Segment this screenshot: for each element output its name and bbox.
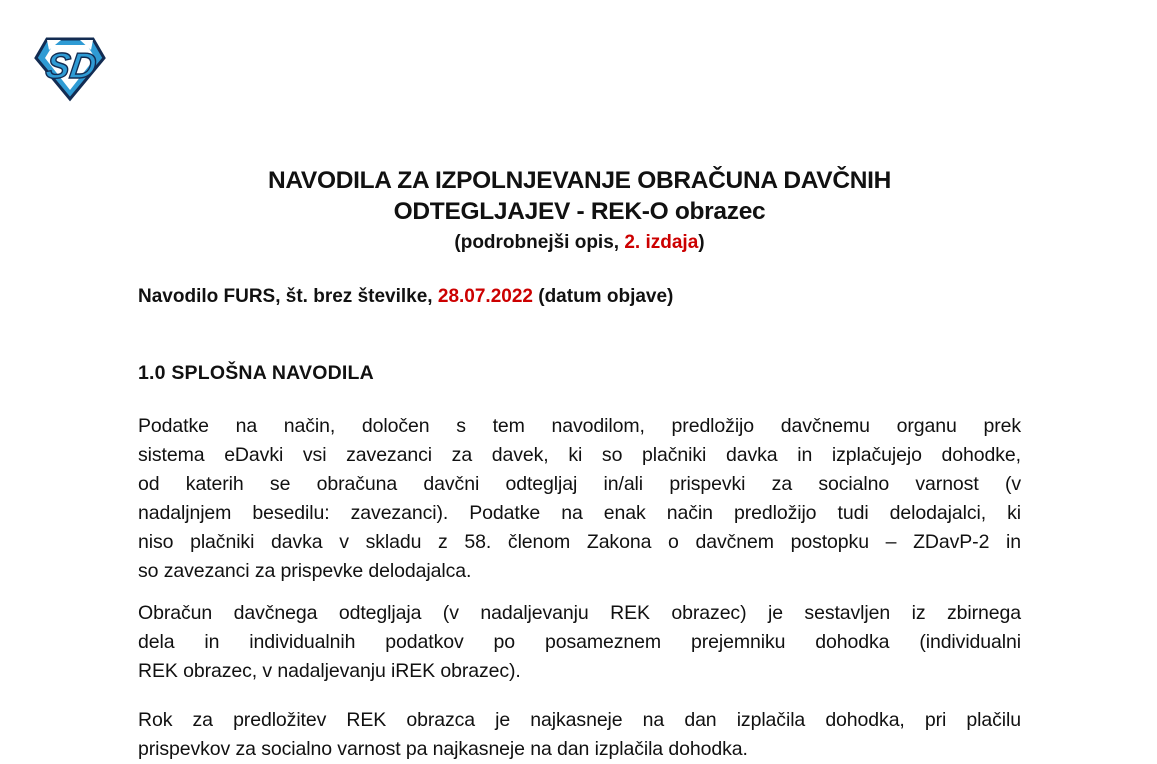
paragraph-line: nadaljnjem besedilu: zavezanci). Podatke na enak način predložijo tudi delodajalci, ki — [138, 502, 1021, 524]
paragraph-line: Obračun davčnega odtegljaja (v nadaljevanju REK obrazec) je sestavljen iz zbirnega — [138, 602, 1021, 624]
section-heading-general-instructions: 1.0 SPLOŠNA NAVODILA — [138, 362, 374, 384]
paragraph-line: dela in individualnih podatkov po posameznem prejemniku dohodka (individualni — [138, 631, 1021, 653]
document-subtitle — [138, 229, 1021, 256]
sd-shield-logo — [34, 37, 106, 101]
subtitle-suffix: ) — [698, 232, 705, 253]
logo-letters: SD — [43, 45, 100, 86]
paragraph-obligated-persons — [138, 412, 1021, 586]
paragraph-rek-form-structure — [138, 599, 1021, 686]
paragraph-line: so zavezanci za prispevke delodajalca. — [138, 560, 472, 582]
publication-date: 28.07.2022 — [437, 286, 533, 307]
paragraph-submission-deadline — [138, 706, 1021, 764]
meta-prefix: Navodilo FURS, št. brez številke, — [138, 286, 438, 307]
document-meta-line — [138, 283, 1021, 310]
paragraph-line: niso plačniki davka v skladu z 58. členom Zakona o davčnem postopku – ZDavP-2 in — [138, 531, 1021, 553]
sd-shield-logo-graphic — [34, 37, 106, 101]
paragraph-line: REK obrazec, v nadaljevanju iREK obrazec). — [138, 660, 521, 682]
subtitle-edition-highlight: 2. izdaja — [624, 232, 699, 253]
document-title-line-2: ODTEGLJAJEV - REK-O obrazec — [393, 198, 766, 225]
document-title-line-1: NAVODILA ZA IZPOLNJEVANJE OBRAČUNA DAVČNIH — [267, 167, 892, 194]
paragraph-line: Rok za predložitev REK obrazca je najkasneje na dan izplačila dohodka, pri plačilu — [138, 709, 1021, 731]
subtitle-prefix: (podrobnejši opis, — [454, 232, 625, 253]
meta-suffix: (datum objave) — [532, 286, 674, 307]
paragraph-line: Podatke na način, določen s tem navodilom, predložijo davčnemu organu prek — [138, 415, 1021, 437]
paragraph-line: od katerih se obračuna davčni odtegljaj in/ali prispevki za socialno varnost (v — [138, 473, 1021, 495]
paragraph-line: prispevkov za socialno varnost pa najkasneje na dan izplačila dohodka. — [138, 738, 748, 760]
paragraph-line: sistema eDavki vsi zavezanci za davek, ki so plačniki davka in izplačujejo dohodke, — [138, 444, 1021, 466]
document-title-block — [138, 165, 1021, 256]
